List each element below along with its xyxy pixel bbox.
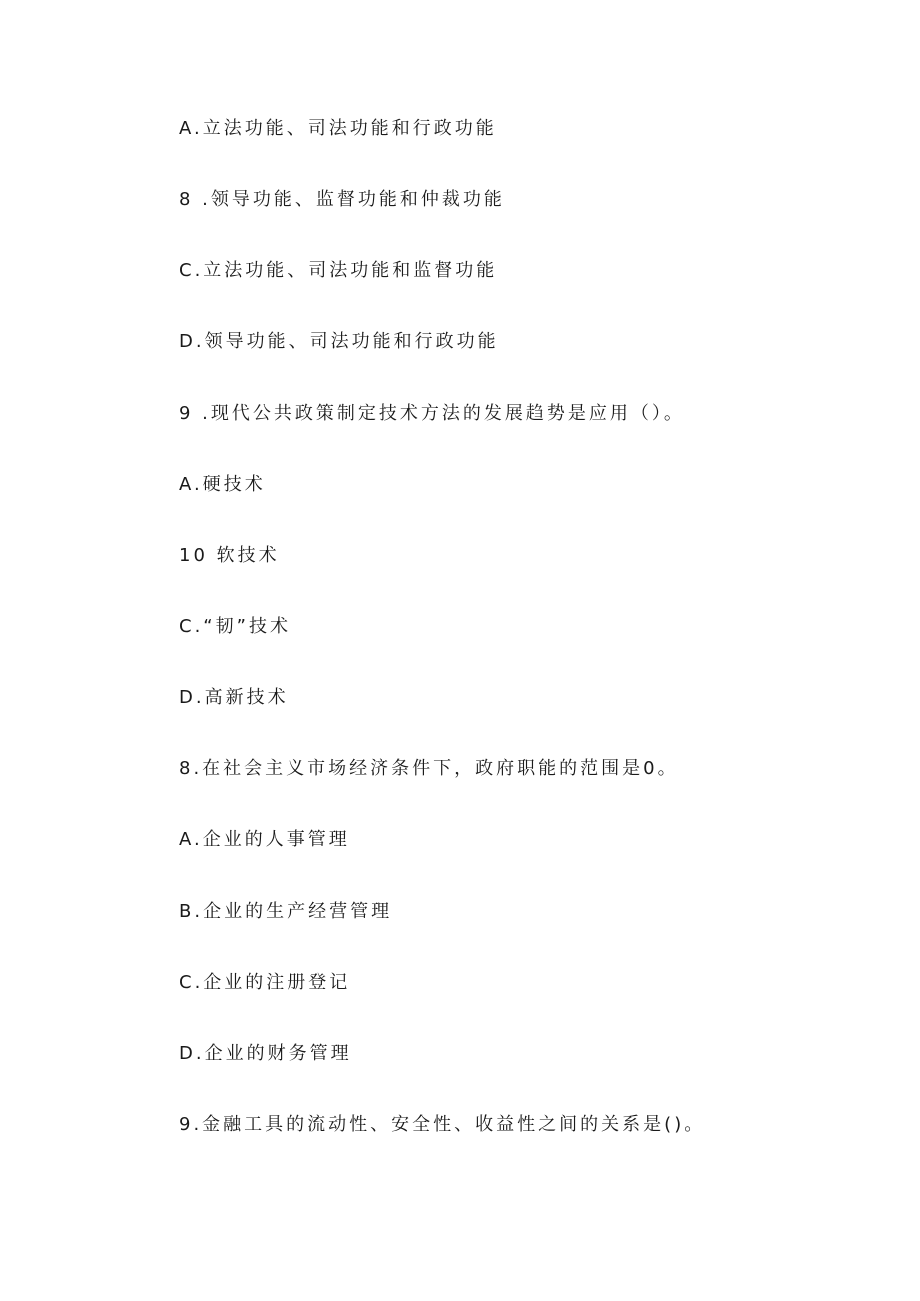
question-government-functions: 8.在社会主义市场经济条件下，政府职能的范围是0。 [179, 758, 679, 779]
option-d-high-tech: D.高新技术 [179, 687, 289, 708]
option-b-production: B.企业的生产经营管理 [179, 901, 393, 922]
option-b-leadership: 8 .领导功能、监督功能和仲裁功能 [179, 189, 505, 210]
question-financial-instruments: 9.金融工具的流动性、安全性、收益性之间的关系是()。 [179, 1114, 706, 1135]
option-d-leadership-judicial: D.领导功能、司法功能和行政功能 [179, 331, 499, 352]
option-a-hard-tech: A.硬技术 [179, 474, 266, 495]
option-d-finance: D.企业的财务管理 [179, 1043, 352, 1064]
option-b-soft-tech: 10 软技术 [179, 545, 280, 566]
option-c-registration: C.企业的注册登记 [179, 972, 351, 993]
option-a-legislative: A.立法功能、司法功能和行政功能 [179, 118, 497, 139]
option-c-tough-tech: C.“韧”技术 [179, 616, 291, 637]
option-c-legislative-supervision: C.立法功能、司法功能和监督功能 [179, 260, 498, 281]
question-policy-techniques: 9 .现代公共政策制定技术方法的发展趋势是应用（）。 [179, 403, 685, 424]
option-a-personnel: A.企业的人事管理 [179, 829, 350, 850]
